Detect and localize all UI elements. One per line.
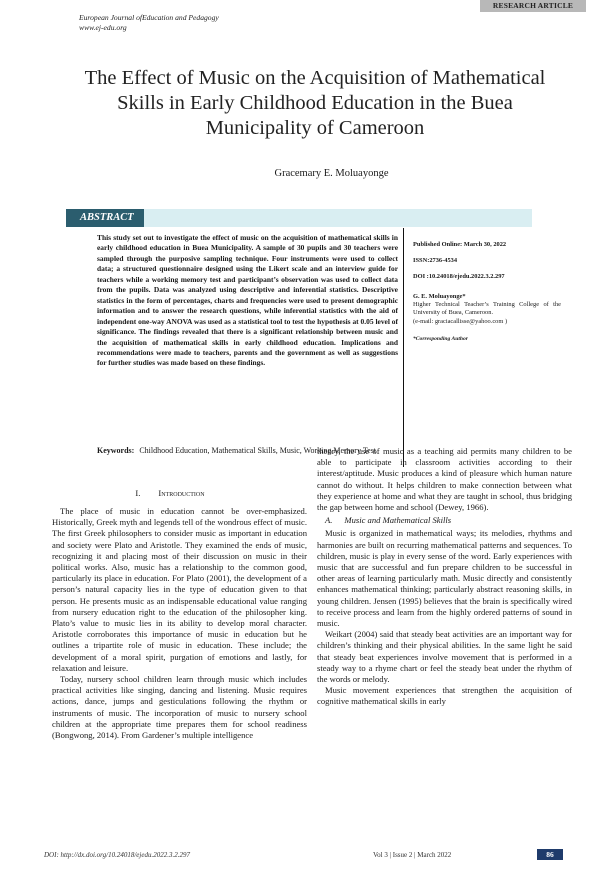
doi-label: DOI : bbox=[413, 272, 429, 280]
author-name: G. E. Moluayonge* bbox=[413, 292, 466, 300]
author-info bbox=[413, 293, 561, 326]
author-affiliation: Higher Technical Teacher’s Training College of the University of Buea, Cameroon. bbox=[413, 301, 561, 317]
paragraph: Music is organized in mathematical ways; its melodies, rhythms and harmonies are built on recurring mathematical patterns and sequences. To children, music is play in every sense of the word. Early experiences with music that are successful and fun prepare children to be successful in other areas of learning particularly math. Music directly and consistently enhances mathematical thinking; particularly abstract reasoning skills, in young children. Jensen (1995) believes that the brain is specifically wired to receive process and learn from the highly ordered patterns of sound in music. bbox=[317, 528, 572, 629]
page-number: 86 bbox=[537, 849, 563, 860]
keywords-value: Childhood Education, Mathematical Skills, Music, Working Memory Test bbox=[139, 446, 377, 455]
abstract-divider bbox=[403, 228, 404, 467]
article-type-badge: RESEARCH ARTICLE bbox=[480, 0, 586, 12]
body-column-left bbox=[52, 506, 307, 741]
paragraph: The place of music in education cannot be over-emphasized. Historically, Greek myth and legends tell of the wondrous effect of music. The first Greek philosophers to consider music as important in education and society were Plato and Aristotle. They examined the ends of music, recognizing it and placing most of their discussion on music in their political works. Also, music has a relationship to the common good, particularly its place in education. For Plato (2001), the development of a person’s natural capacity lies in the type of education given to that person. He presents music as an indispensable educational value ranging from nursery education right to the education of the philosopher king. Plato’s value to music lies in its ability to develop moral character. Aristotle corroborates this importance of music in education but he outlines a tripartite role of music in education. These include; the development of a moral spirit, purgation of emotions and lastly, for relaxation and leisure. bbox=[52, 506, 307, 673]
abstract-label: ABSTRACT bbox=[66, 209, 144, 227]
paragraph: Weikart (2004) said that steady beat activities are an important way for children’s thinking and their physical abilities. In the same light he said that steady beat experiences involve movement that is performed in a steady way to a rhyme chart or feel the steady beat under the rhythm of the words or melody. bbox=[317, 629, 572, 685]
subsection-index: A. bbox=[325, 515, 333, 526]
article-metadata bbox=[413, 241, 561, 343]
footer-volume-info: Vol 3 | Issue 2 | March 2022 bbox=[373, 851, 452, 859]
abstract-text: This study set out to investigate the effect of music on the acquisition of mathematical skills in early childhood education in Buea Municipality. A sample of 30 pupils and 30 teachers were sampled through the purposive sampling technique. Four instruments were used to collect data; a structured questionnaire designed using the Likert scale and an interview guide for teachers while a working memory test and participant’s observation was used to collect data from the pupils. Data was analyzed using descriptive and inferential statistics. Descriptive statistics in the form of percentages, charts and frequencies were used to present demographic information and to answer the research questions, while inferential statistics with the aid of independent one-way ANOVA was used as a statistical tool to test the hypothesis at 0.05 level of significance. The findings revealed that there is a significant relationship between music and the acquisition of mathematical skills in early childhood education. Implications and recommendations were made to teachers, parents and the government as well as suggestions for further studies was made based on these findings. bbox=[97, 233, 398, 368]
journal-name: European Journal ofEducation and Pedagogy bbox=[79, 13, 219, 22]
issn: ISSN:2736-4534 bbox=[413, 256, 458, 264]
doi-value[interactable]: 10.24018/ejedu.2022.3.2.297 bbox=[428, 272, 505, 280]
body-column-right bbox=[317, 446, 572, 708]
paragraph: Music movement experiences that strengthen the acquisition of cognitive mathematical skills in early bbox=[317, 685, 572, 707]
published-label: Published Online: bbox=[413, 241, 463, 248]
paragraph: Today, nursery school children learn through music which includes practical activities like singing, dancing and listening. Music requires actions, dance, jumps and gesticulations following the rhythm or instruments of music. The incorporation of music to nursery school children at the appropriate time prepares them for school readiness (Bongwong, 2014). From Gardener’s multiple intelligence bbox=[52, 674, 307, 741]
journal-url[interactable]: www.ej-edu.org bbox=[79, 23, 127, 32]
keywords-label: Keywords: bbox=[97, 446, 135, 455]
corresponding-author-note: *Corresponding Author bbox=[413, 336, 468, 343]
journal-header bbox=[79, 13, 219, 33]
section-heading-introduction bbox=[40, 488, 300, 498]
subsection-title: Music and Mathematical Skills bbox=[344, 515, 452, 526]
paragraph: theory, the use of music as a teaching aid permits many children to be able to participate in classroom activities according to their interest/aptitude. Music produces a kind of pleasure which human nature cannot do without. It helps children to make connection between what they experience at home and what they are taught in school, thus bridging the gap between home and school (Dewey, 1966). bbox=[317, 446, 572, 513]
article-title: The Effect of Music on the Acquisition of Mathematical Skills in Early Childhood Education in the Buea Municipality of Cameroon bbox=[84, 67, 546, 139]
subsection-heading bbox=[317, 515, 572, 526]
section-number: I. bbox=[135, 488, 141, 498]
section-title: Introduction bbox=[158, 488, 205, 498]
author-email[interactable]: (e-mail: graciacallisse@yahoo.com ) bbox=[413, 317, 508, 325]
article-author: Gracemary E. Moluayonge bbox=[274, 168, 389, 179]
published-date: March 30, 2022 bbox=[463, 241, 507, 248]
footer-doi-link[interactable]: DOI: http://dx.doi.org/10.24018/ejedu.2022.3.2.297 bbox=[44, 851, 190, 859]
